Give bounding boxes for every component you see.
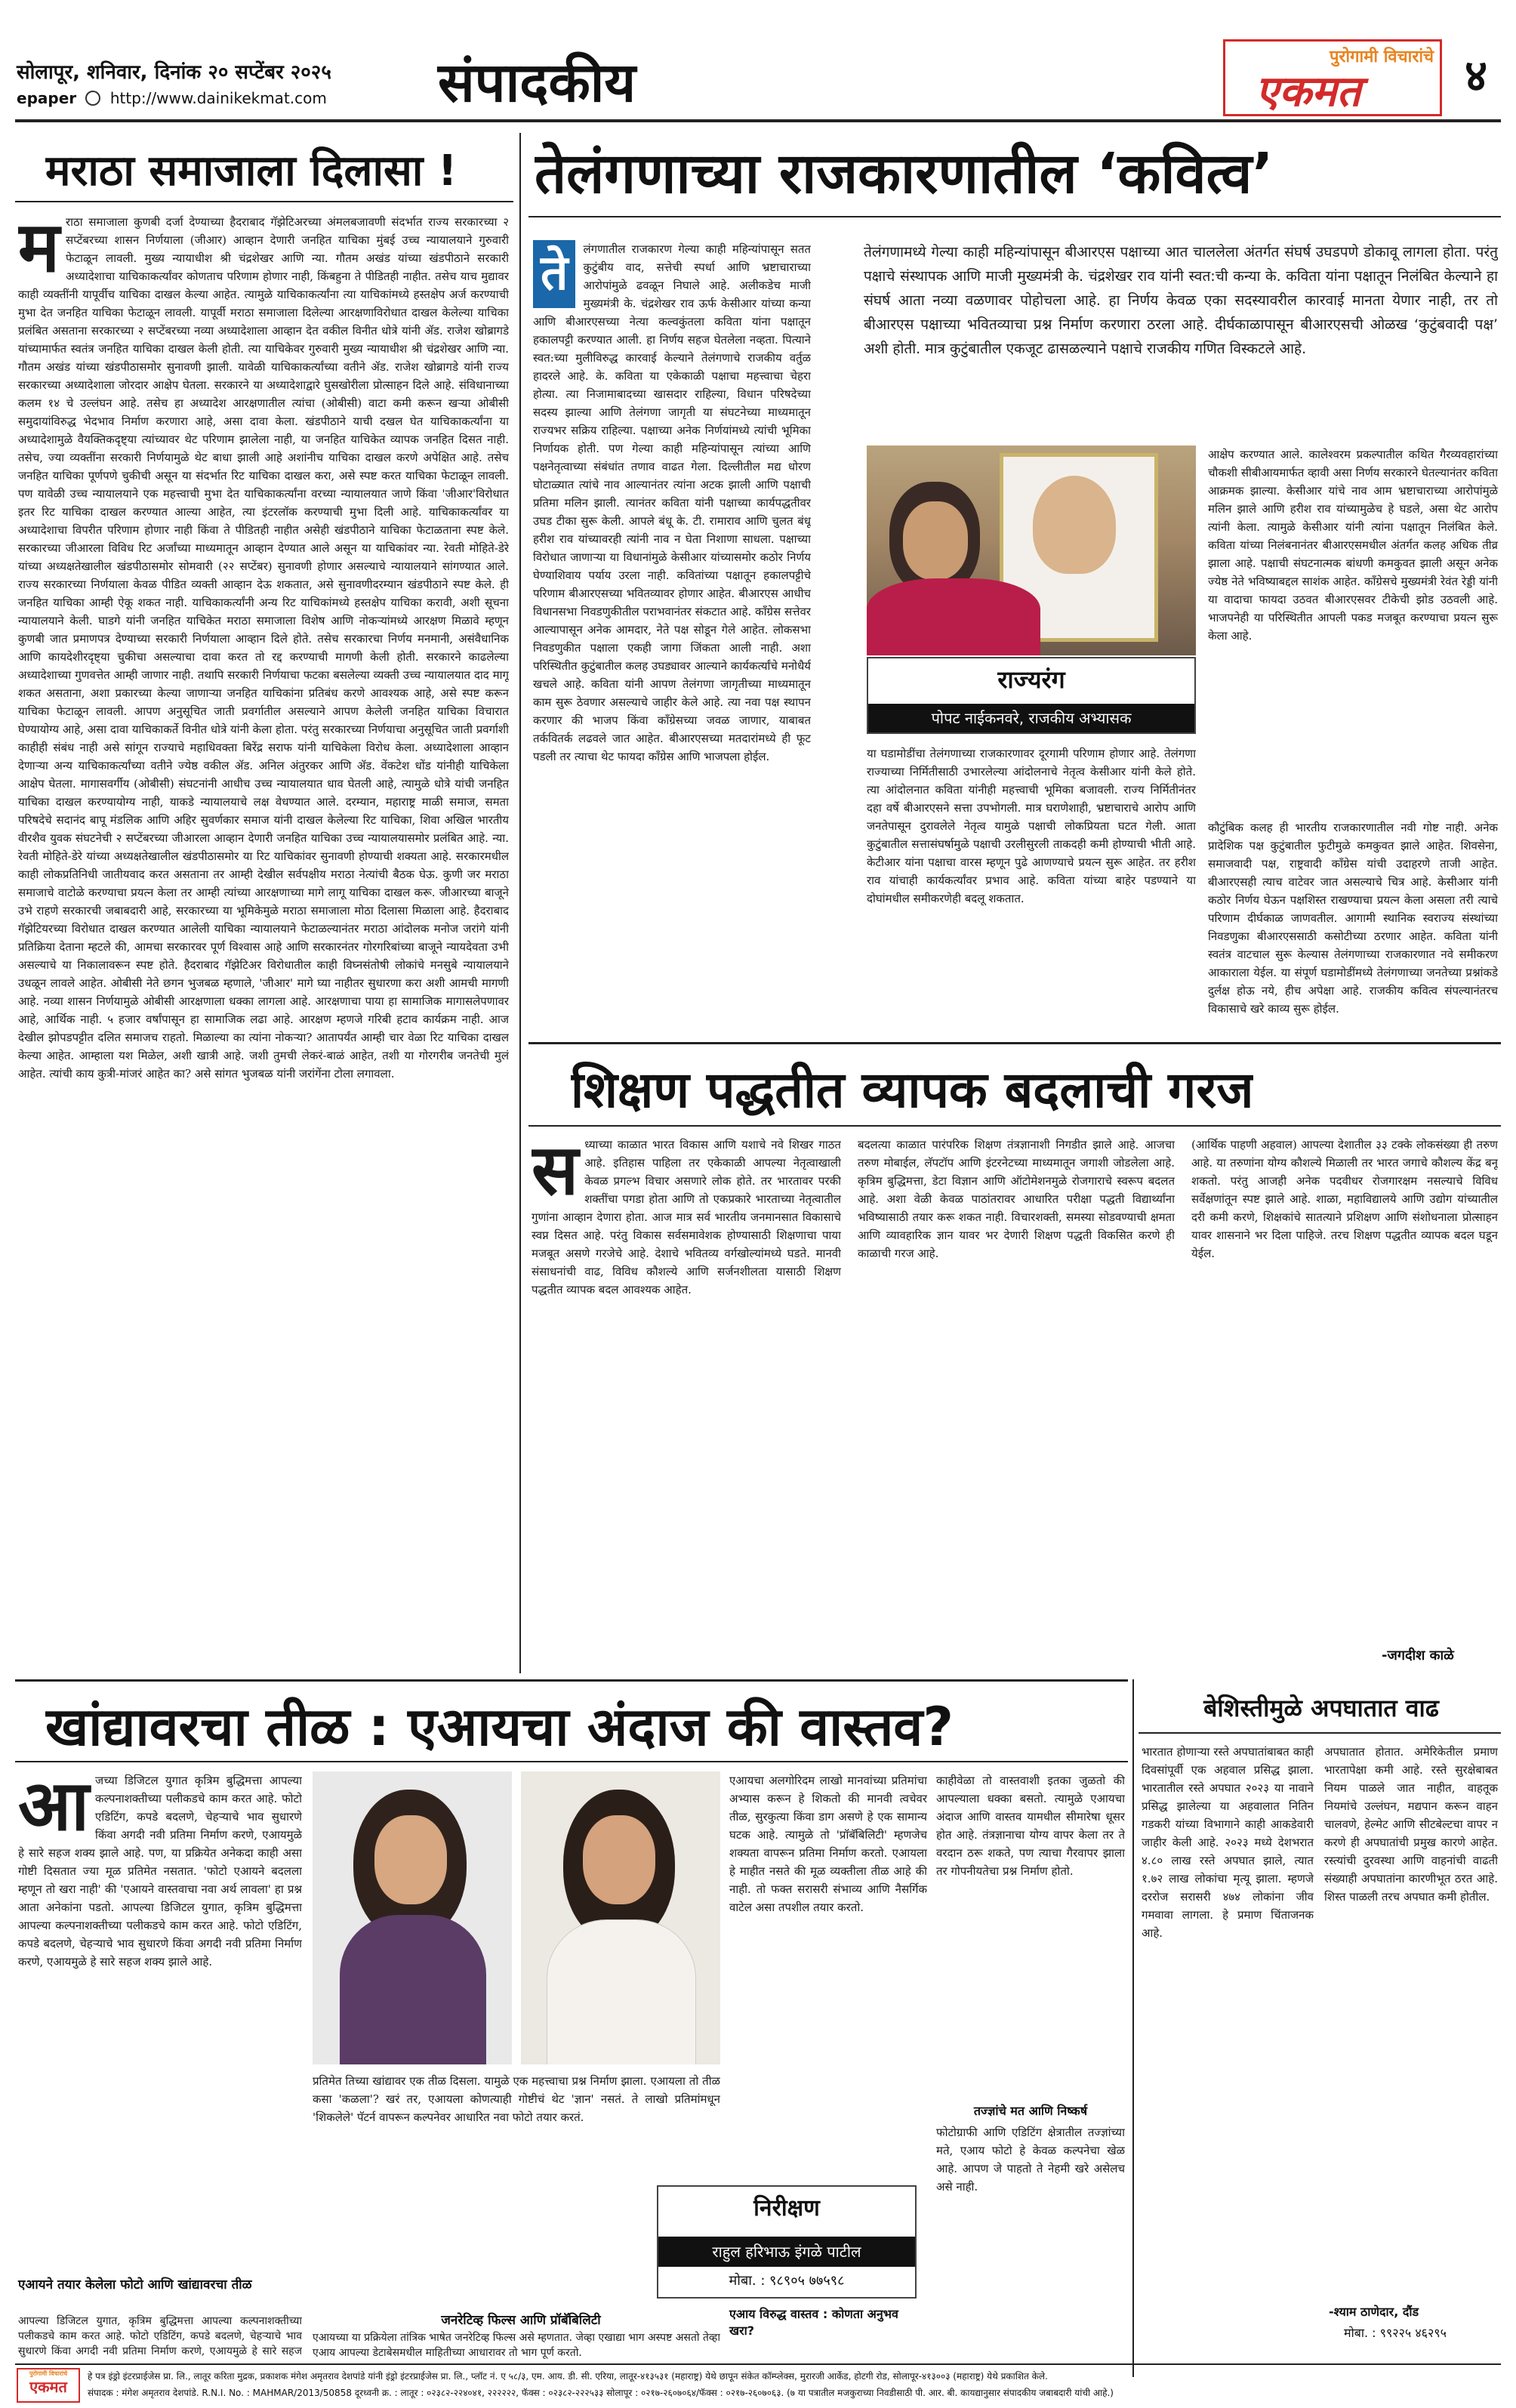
column-divider-bottom [1132, 1679, 1134, 2377]
section-title: संपादकीय [438, 51, 636, 114]
page-number: ४ [1465, 50, 1488, 101]
telangana-col3: या घडामोडींचा तेलंगणाच्या राजकारणावर दूरगामी परिणाम होणार आहे. तेलंगणा राज्याच्या निर्मितीसाठी उभारलेल्या आंदोलनाचे नेतृत्व केसीआर यांनी केले होते. त्या आंदोलनात कविता यांनीही महत्त्वाची भूमिका बजावली. राज्य निर्मितीनंतर दहा वर्षे बीआरएसने सत्ता उपभोगली. मात्र घराणेशाही, भ्रष्टाचाराचे आरोप आणि जनतेपासून दुरावलेले नेतृत्व यामुळे पक्षाची लोकप्रियता घटत गेली. आता कुटुंबातील सत्तासंघर्षामुळे पक्षाची उरलीसुरली ताकदही कमी होण्याची भीती आहे. केटीआर यांना पक्षाचा वारस म्हणून पुढे आणण्याचे प्रयत्न सुरू आहेत. तर हरीश राव यांचाही कार्यकर्त्यांवर प्रभाव आहे. कविता यांच्या बाहेर पडण्याने या दोघांमधील समीकरणेही बदलू शकतात. [867, 747, 1196, 905]
masthead-name: एकमत [1256, 67, 1361, 116]
maratha-headline-rule [15, 201, 513, 202]
telangana-col5: कौटुंबिक कलह ही भारतीय राजकारणातील नवी गोष्ट नाही. अनेक प्रादेशिक पक्ष कुटुंबातील फुटीमुळे कमकुवत झाले आहेत. शिवसेना, समाजवादी पक्ष, राष्ट्रवादी काँग्रेस यांची उदाहरणे ताजी आहेत. बीआरएसही त्याच वाटेवर जात असल्याचे चित्र आहे. केसीआर यांनी कठोर निर्णय घेऊन पक्षशिस्त राखण्याचा प्रयत्न केला असला तरी त्याचे परिणाम दीर्घकाळ जाणवतील. आगामी स्थानिक स्वराज्य संस्थांच्या निवडणुका बीआरएससाठी कसोटीच्या ठरणार आहेत. कविता यांनी स्वतंत्र वाटचाल सुरू केल्यास तेलंगणाच्या राजकारणात नवे समीकरण आकाराला येईल. या संपूर्ण घडामोडींमध्ये तेलंगणाच्या जनतेच्या प्रश्नांकडे दुर्लक्ष होऊ नये, हीच अपेक्षा आहे. राजकीय कवित्व संपल्यानंतरच विकासाचे खरे काव्य सुरू होईल. [1208, 821, 1498, 1016]
maratha-headline: मराठा समाजाला दिलासा ! [45, 146, 458, 196]
ai-col1b-text: आपल्या डिजिटल युगात, कृत्रिम बुद्धिमत्ता आपल्या कल्पनाशक्तीच्या पलीकडचे काम करत आहे. फोटो एडिटिंग, कपडे बदलणे, चेहऱ्याचे भाव सुधारणे किंवा अगदी नवी प्रतिमा निर्माण करणे, एआयमुळे हे सारे सहज शक्य झाले आहे. [18, 1901, 302, 1969]
nirikshan-author: राहुल हरिभाऊ इंगळे पाटील [658, 2237, 915, 2267]
footer-imprint-line1: हे पत्र इंड्रो इंटरप्राईजेस प्रा. लि., लातूर करिता मुद्रक, प्रकाशक मंगेश अमृतराव देशपांडे यांनी इंड्रो इंटरप्राईजेस प्रा. लि., प्लॉट नं. ए ५८/३, एम. आय. डी. सी. एरिया, लातूर-४१३५३१ (महाराष्ट्र) येथे छापून संकेत कॉम्प्लेक्स, मुरारजी आर्केड, होटगी रोड, सोलापूर-४१३००३ (महाराष्ट्र) येथे प्रकाशित केले. [88, 2371, 1048, 2382]
telangana-col2-text: कवितांच्या पक्षातून हकालपट्टीचे परिणाम बीआरएसच्या भवितव्यावर होणार आहेत. बीआरएस आधीच विधानसभा निवडणुकीतील पराभवानंतर संकटात आहे. काँग्रेस सत्तेवर आल्यापासून अनेक आमदार, नेते पक्ष सोडून गेले आहेत. लोकसभा निवडणुकीत पक्षाला एकही जागा जिंकता आली नाही. अशा परिस्थितीत कुटुंबातील कलह उघड्यावर आल्याने कार्यकर्त्यांचे मनोधैर्य खचले आहे. कविता यांनी आपण तेलंगणा जागृतीच्या माध्यमातून काम सुरू ठेवणार असल्याचे जाहीर केले आहे. त्या नवा पक्ष स्थापन करणार की भाजप किंवा काँग्रेसच्या जवळ जाणार, याबाबत तर्कवितर्क लढवले जात आहेत. बीआरएसच्या मतदारांमध्ये ही फूट पडली तर त्याचा थेट फायदा काँग्रेस आणि भाजपला होईल. [533, 569, 811, 763]
shikshan-headline-rule [528, 1125, 1501, 1127]
shikshan-byline: -जगदीश काळे [1382, 1648, 1454, 1663]
ai-top-rule [15, 1679, 1128, 1682]
shikshan-col2: बदलत्या काळात पारंपरिक शिक्षण तंत्रज्ञानाशी निगडीत झाले आहे. आजचा तरुण मोबाईल, लॅपटॉप आणि इंटरनेटच्या माध्यमातून जगाशी जोडलेला आहे. कृत्रिम बुद्धिमत्ता, डेटा विज्ञान आणि ऑटोमेशनमुळे रोजगाराचे स्वरूप बदलत आहे. अशा वेळी केवळ पाठांतरावर आधारित परीक्षा पद्धती विद्यार्थ्यांना भविष्यासाठी तयार करू शकत नाही. विचारशक्ती, समस्या सोडवण्याची क्षमता आणि व्यावहारिक ज्ञान यावर भर देणारी शिक्षण पद्धती विकसित करणे ही काळाची गरज आहे. [858, 1138, 1175, 1260]
column-divider-left [519, 133, 521, 1673]
footer-logo [17, 2368, 80, 2403]
epaper-url-link[interactable]: http://www.dainikekmat.com [109, 89, 327, 107]
ai-col1c: आपल्या डिजिटल युगात, कृत्रिम बुद्धिमत्ता आपल्या कल्पनाशक्तीच्या पलीकडचे काम करत आहे. फोटो एडिटिंग, कपडे बदलणे, चेहऱ्याचे भाव सुधारणे किंवा अगदी नवी प्रतिमा निर्माण करणे, एआयमुळे हे सारे सहज [18, 2315, 302, 2357]
ai-photo-generated [521, 1771, 720, 2064]
shikshan-col1 [532, 1136, 841, 1664]
telangana-col1-text: लंगणातील राजकारण गेल्या काही महिन्यांपासून सतत कुटुंबीय वाद, सत्तेची स्पर्धा आणि भ्रष्टाचाराच्या आरोपांमुळे ढवळून निघाले आहे. अलीकडेच माजी मुख्यमंत्री के. चंद्रशेखर राव ऊर्फ केसीआर यांच्या कन्या आणि बीआरएसच्या नेत्या कल्वकुंतला कविता यांना पक्षातून हकालपट्टी करण्यात आली. हा निर्णय सहज घेतलेला नव्हता. पित्याने स्वत:च्या मुलीविरुद्ध कारवाई केल्याने तेलंगणाचे राजकीय वर्तुळ हादरले आहे. के. कविता या एकेकाळी पक्षाचा महत्त्वाचा चेहरा होत्या. त्या निजामाबादच्या खासदार राहिल्या, विधान परिषदेच्या सदस्य झाल्या आणि तेलंगणा जागृती या संघटनेच्या माध्यमातून राज्यभर सक्रिय राहिल्या. पक्षाच्या अनेक निर्णयांमध्ये त्यांची भूमिका निर्णायक होती. पण गेल्या काही महिन्यांपासून त्यांच्या आणि पक्षनेतृत्वाच्या संबंधांत तणाव वाढत गेला. दिल्लीतील मद्य धोरण घोटाळ्यात त्यांचे नाव आल्यानंतर त्यांना अटक झाली आणि पक्षाची प्रतिमा मलिन झाली. त्यानंतर कविता यांनी पक्षाच्या कार्यपद्धतीवर उघड टीका सुरू केली. आपले बंधू के. टी. रामाराव आणि चुलत बंधू हरीश राव यांच्यावरही त्यांनी नाव न घेता निशाणा साधला. पक्षाच्या विरोधात जाणाऱ्या या विधानांमुळे केसीआर यांच्यासमोर कठोर निर्णय घेण्याशिवाय पर्याय उरला नाही. [533, 242, 811, 582]
accident-phone: मोबा. : ९९२२५ ४६२९५ [1344, 2326, 1447, 2340]
header-rule [15, 119, 1501, 122]
telangana-intro: तेलंगणामध्ये गेल्या काही महिन्यांपासून बीआरएस पक्षाच्या आत चाललेला अंतर्गत संघर्ष उघडपणे डोकावू लागला होता. परंतु पक्षाचे संस्थापक आणि माजी मुख्यमंत्री के. चंद्रशेखर राव यांनी स्वत:ची कन्या के. कविता यांना पक्षातून निलंबित केल्याने हा संघर्ष आता नव्या वळणावर पोहोचला आहे. हा निर्णय केवळ एका सदस्यावरील कारवाई मानता येणार नाही, तर तो बीआरएस पक्षाच्या भवितव्याचा प्रश्न निर्माण करणारा ठरला आहे. दीर्घकाळापासून बीआरएसची ओळख ‘कुटुंबवादी पक्ष’ अशी होती. मात्र कुटुंबातील एकजूट ढासळल्याने पक्षाचे राजकीय गणित विस्कटले आहे. [864, 244, 1498, 357]
telangana-headline-rule [528, 216, 1501, 217]
accident-headline-rule [1139, 1732, 1501, 1734]
maratha-text: यापूर्वी मराठा समाजाला दिलेल्या आरक्षणाविरोधात दाखल केलेल्या याचिका प्रलंबित असताना सरकारच्या २ सप्टेंबरच्या नव्या अध्यादेशाला आव्हान देत वकील विनीत धोत्रे यांनी ॲड. राजेश खोब्रागडे यांच्यामार्फत स्वतंत्र जनहित याचिका दाखल केली होती. त्या याचिकेवर गुरुवारी मुख्य न्यायाधीश श्री चंद्रशेखर आणि न्या. गौतम अखंड यांच्या खंडपीठासमोर सुनावणी झाली. यावेळी याचिकाकर्त्यांच्या वतीने ॲड. राजेश खोब्रागडे यांनी राज्य सरकारच्या अध्यादेशाला जोरदार आक्षेप घेतला. सरकारने या अध्यादेशाद्वारे घुसखोरीला प्रोत्साहन दिले आहे. संविधानाच्या कलम १४ चे उल्लंघन आहे. तसेच हा अध्यादेश आरक्षणातील त्यांचा (ओबीसी) वाटा कमी करून खऱ्या ओबीसी समुदायांविरुद्ध भेदभाव निर्माण करणारा आहे, असा दावा केला. खंडपीठाने याची दखल घेत याचिकाकर्त्यांना या अध्यादेशामुळे वैयक्तिकदृष्ट्या त्यांच्यावर थेट परिणाम झालेला नाही, या जनहित याचिकेत व्यापक जनहित दिसत नाही. तसेच, ज्या व्यक्तींना सरकारी निर्णयामुळे थेट बाधा झाली आहे अशांनीच याचिका दाखल करणे अपेक्षित आहे. तसेच जनहित याचिका पूर्णपणे चुकीची असून या संदर्भात रिट याचिका दाखल करा, असे स्पष्ट करत याचिका फेटाळून लावली. पण यावेळी उच्च न्यायालयाने एक महत्त्वाची मुभा देत याचिकाकर्त्यांना वरच्या न्यायालयात जाणे किंवा 'जीआर'विरोधात इतर रिट याचिका दाखल करण्यात आल्या आहेत, त्या इंटरलॉक करण्याची मुभा दिली आहे. याचिकाकर्त्यांवर या अध्यादेशाचा विपरीत परिणाम होणार नाही किंवा ते पीडितही नाहीत असेही खंडपीठाने याचिका फेटाळताना स्पष्ट केले. सरकारच्या जीआरला विविध रिट अर्जांच्या माध्यमातून आव्हान देण्यात आले असून या याचिकांवर न्या. रेवती मोहिते-डेरे यांच्या अध्यक्षतेखालील खंडपीठासमोर सोमवारी (२२ सप्टेंबर) सुनावणी होणार असल्याचे न्यायालयाने सांगण्यात आले. राज्य सरकारच्या निर्णयाला केवळ पीडित व्यक्ती आव्हान देऊ शकतात, असे सुनावणीदरम्यान खंडपीठाने स्पष्ट केले. ही जनहित याचिका आम्ही ऐकू शकत नाही. याचिकाकर्त्यांनी अन्य रिट याचिकांमध्ये हस्तक्षेप याचिका करावी, अशी सूचना न्यायालयाने केली. घाडगे यांनी जनहित याचिकेत मराठा समाजाला विशेष आणि नोकऱ्यांमध्ये आरक्षण मिळावे म्हणून कुणबी जात प्रमाणपत्र देण्याच्या सरकारी निर्णयाला आव्हान दिले होते. तसेच सरकारचा निर्णय मनमानी, असंवैधानिक आणि कायदेशीरदृष्ट्या चुकीचा असल्याचा दावा करत तो रद्द करण्याची मागणी केली होती. सरकारने काढलेल्या अध्यादेशाच्या गुणवत्तेत आम्ही जाणार नाही. तथापि सरकारी निर्णयाचा फटका बसलेल्या व्यक्ती उच्च न्यायालयात दाद मागू शकत असताना, अशा प्रकारच्या केल्या जाणाऱ्या जनहित याचिकांना प्रतिबंध करणे आवश्यक आहे, असे स्पष्ट करून याचिका फेटाळून लावली. आपण अनुसूचित जाती प्रवर्गातील असल्याने आपण केलेली जनहित याचिका विचारात घेण्यायोग्य आहे, असा दावा याचिकाकर्ते विनीत धोत्रे यांनी केला होता. परंतु सरकारच्या निर्णयाचा अनुसूचित जाती प्रवर्गाशी काहीही संबंध नाही असे सांगून राज्याचे महाधिवक्ता बिरेंद्र सराफ यांनी याचिकेला विरोध केला. अध्यादेशाला आव्हान देणाऱ्या अन्य याचिकाकर्त्यांच्या वतीने ज्येष्ठ वकील ॲड. अनिल अंतुरकर आणि ॲड. वेंकटेश धोंड यांनीही याचिकेला आक्षेप घेतला. मागासवर्गीय (ओबीसी) संघटनांनी आधीच उच्च न्यायालयात धाव घेतली आहे, त्यामुळे धोत्रे यांची जनहित याचिका दाखल करण्यायोग्य नाही, याकडे न्यायालयाचे लक्ष वेधण्यात आले. दरम्यान, महाराष्ट्र माळी समाज, समता परिषदेचे सदानंद बापू मंडलिक आणि अहिर सुवर्णकार समाज यांनी दाखल केलेल्या रिट याचिका, शिवा अखिल भारतीय वीरशैव युवक संघटनेची २ सप्टेंबरच्या जीआरला आव्हान देणारी जनहित याचिका उच्च न्यायालयासमोर प्रलंबित आहे. न्या. रेवती मोहिते-डेरे यांच्या अध्यक्षतेखालील खंडपीठासमोर या रिट याचिकांवर सुनावणी होण्याची शक्यता आहे. सरकारमधील काही लोकप्रतिनिधी जातीयवाद करत असताना तर आम्ही देखील सर्वपक्षीय मराठा नेत्यांची बैठक घेऊ. कुणी जर मराठा समाजाचे वाटोळे करण्याचा प्रयत्न केला तर आम्ही त्यांच्या आरक्षणाच्या मागे लागू याचिका दाखल करू. जीआरच्या बाजूने उभे राहणे सरकारची जबाबदारी आहे, सरकारच्या या भूमिकेमुळे मराठा समाजाला मोठा दिलासा मिळाला आहे. हैदराबाद गॅझेटियरच्या विरोधात दाखल करण्यात आलेली याचिका न्यायालयाने फेटाळल्यानंतर मराठा आंदोलक मनोज जरांगे यांनी प्रतिक्रिया देताना म्हटले की, आमचा सरकारवर पूर्ण विश्वास आहे आणि सरकारनंतर गोरगरिबांच्या बाजूने न्यायदेवता उभी असल्याचे या निकालावरून स्पष्ट होते. हैदराबाद गॅझेटिअर विरोधातील काही विघ्नसंतोषी लोकांचे मनसुबे न्यायालयाने उधळून लावले आहेत. ओबीसी नेते छगन भुजबळ म्हणाले, 'जीआर' मागे घ्या नाहीतर सुधारणा करा अशी आमची मागणी आहे. नव्या शासन निर्णयामुळे ओबीसी आरक्षणाला धक्का लागला आहे. आरक्षणाचा पाया हा सामाजिक मागासलेपणावर आहे, आर्थिक नाही. ५ हजार वर्षांपासून हा सामाजिक लढा आहे. आरक्षण म्हणजे गरिबी हटाव कार्यक्रम नाही. आज देखील झोपडपट्टीत दलित समाजच राहतो. मिळाल्या का त्यांना नोकऱ्या? आतापर्यंत आम्ही चार वेळा रिट याचिका दाखल केल्या आहेत. आम्हाला यश मिळेल, अशी खात्री आहे. जशी तुमची लेकरं-बाळं आहेत, तशी या गोरगरीब जनतेची मुलं आहेत. त्यांची काय कुत्री-मांजरं आहेत का? असे सांगत भुजबळ यांनी जरांगेंना टोला लगावला. [18, 306, 509, 1081]
ai-headline-rule [15, 1761, 1128, 1762]
accident-byline: -श्याम ठाणेदार, दौंड [1329, 2305, 1419, 2319]
shikshan-headline: शिक्षण पद्धतीत व्यापक बदलाची गरज [571, 1061, 1254, 1119]
telangana-col1 [533, 240, 811, 1030]
globe-icon [85, 91, 100, 106]
maratha-dropcap: म [18, 213, 60, 288]
ai-subhead3: एआय विरुद्ध वास्तव : कोणता अनुभव खरा? [729, 2307, 898, 2338]
accident-headline: बेशिस्तीमुळे अपघातात वाढ [1203, 1694, 1439, 1722]
nirikshan-box [657, 2185, 917, 2299]
epaper-bar [17, 89, 327, 107]
ai-col2b: एआयच्या या प्रक्रियेला तांत्रिक भाषेत जनरेटिव्ह फिल्स असे म्हणतात. जेव्हा एखाद्या भाग अस्पष्ट असतो तेव्हा एआय आपल्या डेटाबेसमधील माहितीच्या आधारावर तो भाग पूर्ण करतो. [313, 2332, 720, 2359]
shikshan-dropcap: स [532, 1136, 579, 1210]
shikshan-col3: (आर्थिक पाहणी अहवाल) आपल्या देशातील ३३ टक्के लोकसंख्या ही तरुण आहे. या तरुणांना योग्य कौशल्ये मिळाली तर भारत जगाचे कौशल्य केंद्र बनू शकतो. परंतु आजही अनेक पदवीधर रोजगारक्षम नसल्याचे विविध सर्वेक्षणांतून स्पष्ट झाले आहे. शाळा, महाविद्यालये आणि उद्योग यांच्यातील दरी कमी करणे, शिक्षकांचे सातत्याने प्रशिक्षण आणि संशोधनाला प्रोत्साहन यावर शासनाने भर दिला पाहिजे. तरच शिक्षण पद्धतीत व्यापक बदल घडून येईल. [1191, 1138, 1498, 1260]
ai-col4: काहीवेळा तो वास्तवाशी इतका जुळतो की आपल्याला धक्का बसतो. त्यामुळे एआयचा अंदाज आणि वास्तव यामधील सीमारेषा धूसर होत आहे. तंत्रज्ञानाचा योग्य वापर केला तर ते वरदान ठरू शकते, पण त्याचा गैरवापर झाला तर गोपनीयतेचा प्रश्न निर्माण होतो. [936, 1774, 1125, 1878]
rajrang-title: राज्यरंग [997, 665, 1065, 694]
telangana-col4: आक्षेप करण्यात आले. कालेश्वरम प्रकल्पातील कथित गैरव्यवहारांच्या चौकशी सीबीआयमार्फत व्हावी असा निर्णय सरकारने घेतल्यानंतर कविता आक्रमक झाल्या. केसीआर यांचे नाव आम भ्रष्टाचाराच्या आरोपांमुळे मलिन झाले आणि हरीश राव यांच्यामुळेच हे घडले, असा थेट आरोप त्यांनी केला. त्यामुळे केसीआर यांनी त्यांना पक्षातून निलंबित केले. कविता यांच्या निलंबनानंतर बीआरएसमधील अंतर्गत कलह अधिक तीव्र झाला आहे. पक्षाची संघटनात्मक बांधणी कमकुवत झाली असून अनेक ज्येष्ठ नेते भविष्याबद्दल साशंक आहेत. काँग्रेसचे मुख्यमंत्री रेवंत रेड्डी यांनी या वादाचा फायदा उठवत बीआरएसवर टीकेची झोड उठवली आहे. भाजपनेही या परिस्थितीत आपली पकड मजबूत करण्याचा प्रयत्न सुरू केला आहे. [1208, 448, 1498, 643]
masthead-tagline: पुरोगामी विचारांचे [1329, 48, 1434, 66]
ai-col2: प्रतिमेत तिच्या खांद्यावर एक तीळ दिसला. यामुळे एक महत्त्वाचा प्रश्न निर्माण झाला. एआयला तो तीळ कसा 'कळला'? खरं तर, एआयला कोणत्याही गोष्टीचं थेट 'ज्ञान' नसतं. ते लाखो प्रतिमांमधून 'शिकलेले' पॅटर्न वापरून कल्पनेवर आधारित नवा फोटो तयार करतं. [313, 2074, 720, 2124]
maratha-intro: राठा समाजाला कुणबी दर्जा देण्याच्या हैदराबाद गॅझेटिअरच्या अंमलबजावणी संदर्भात राज्य सरकारच्या २ सप्टेंबरच्या शासन निर्णयाला (जीआर) आव्हान देणारी जनहित याचिका मुंबई उच्च न्यायालयाने गुरुवारी फेटाळून लावली. मुख्य न्यायाधीश श्री चंद्रशेखर आणि न्या. गौतम अखंड यांच्या खंडपीठाने सरकारी अध्यादेशाचा याचिकाकर्त्यांवर कोणताच परिणाम होणार नाही, किंबहुना ते पीडितही नाहीत. तसेच याच मुद्यावर काही व्यक्तींनी यापूर्वीच याचिका दाखल केल्या आहेत. त्यामुळे याचिकाकर्त्यांना त्या याचिकांमध्ये हस्तक्षेप अर्ज करण्याची मुभा देत जनहित याचिका फेटाळून लावली. [18, 215, 509, 319]
ai-col3: एआयचा अलगोरिदम लाखो मानवांच्या प्रतिमांचा अभ्यास करून हे शिकतो की मानवी त्वचेवर तीळ, सुरकुत्या किंवा डाग असणे हे एक सामान्य घटक आहे. त्यामुळे तो 'प्रॉबॅबिलिटी' म्हणजेच शक्यता वापरून प्रतिमा निर्माण करतो. एआयला हे माहीत नसते की मूळ व्यक्तीला तीळ आहे की नाही. तो फक्त सरासरी संभाव्य आणि नैसर्गिक वाटेल असा तपशील तयार करतो. [729, 1774, 927, 1914]
rajrang-box [867, 657, 1196, 734]
nirikshan-phone: मोबा. : ९८९०५ ७७५९८ [729, 2273, 845, 2289]
epaper-label: epaper [17, 89, 77, 107]
maratha-body [18, 213, 509, 1678]
shikshan-col1-text: ध्याच्या काळात भारत विकास आणि यशाचे नवे शिखर गाठत आहे. इतिहास पाहिला तर एकेकाळी आपल्या नेतृत्वाखाली केवळ प्रगल्भ विचार असणारे लोक होते. तर भारतावर परकी शक्तींचा पगडा होता आणि तो एकप्रकारे भारताच्या नेतृत्वातील गुणांना आव्हान देणारा होता. आज मात्र सर्व भारतीय जनमानसात विकासाचे स्वप्न दिसत आहे. परंतु विकास सर्वसमावेशक होण्यासाठी शिक्षणाचा पाया मजबूत असणे गरजेचे आहे. देशाचे भवितव्य वर्गखोल्यांमध्ये घडते. मानवी संसाधनांची वाढ, विविध कौशल्ये आणि सर्जनशीलता यासाठी शिक्षण पद्धतीत व्यापक बदल आवश्यक आहेत. [532, 1138, 841, 1296]
accident-col1: भारतात होणाऱ्या रस्ते अपघातांबाबत काही दिवसांपूर्वी एक अहवाल प्रसिद्ध झाला. भारतातील रस्ते अपघात २०२३ या नावाने प्रसिद्ध झालेल्या या अहवालात नितिन गडकरी यांच्या विभागाने काही आकडेवारी जाहीर केली आहे. २०२३ मध्ये देशभरात ४.८० लाख रस्ते अपघात झाले, त्यात १.७२ लाख लोकांचा मृत्यू झाला. म्हणजे दररोज सरासरी ४७४ लोकांना जीव गमवावा लागला. हे प्रमाण चिंताजनक आहे. [1142, 1745, 1314, 1940]
accident-col2: अपघातात होतात. अमेरिकेतील प्रमाण भारतापेक्षा कमी आहे. रस्ते सुरक्षेबाबत नियम पाळले जात नाहीत, वाहतूक नियमांचे उल्लंघन, मद्यपान करून वाहन चालवणे, हेल्मेट आणि सीटबेल्टचा वापर न करणे ही अपघातांची प्रमुख कारणे आहेत. रस्त्यांची दुरवस्था आणि वाहनांची वाढती संख्याही अपघातांना कारणीभूत ठरत आहे. शिस्त पाळली तरच अपघात कमी होतील. [1324, 1745, 1498, 1904]
telangana-headline: तेलंगणाच्या राजकारणातील ‘कवित्व’ [535, 141, 1274, 206]
ai-subhead4: तज्ज्ञांचे मत आणि निष्कर्ष [973, 2104, 1088, 2118]
footer-logo-name: एकमत [29, 2378, 67, 2396]
footer-rule [15, 2363, 1501, 2365]
ai-col1 [18, 1771, 302, 2270]
ai-dropcap: आ [18, 1771, 90, 1846]
dateline: सोलापूर, शनिवार, दिनांक २० सप्टेंबर २०२५ [17, 61, 331, 84]
kavitha-photo [867, 446, 1196, 655]
masthead-logo [1223, 39, 1442, 116]
ai-subhead2: जनरेटिव्ह फिल्स आणि प्रॉबॅबिलिटी [441, 2313, 601, 2328]
ai-col4b: फोटोग्राफी आणि एडिटिंग क्षेत्रातील तज्ज्ञांच्या मते, एआय फोटो हे केवळ कल्पनेचा खेळ आहे. आपण जे पाहतो ते नेहमी खरे असेलच असे नाही. [936, 2126, 1125, 2194]
nirikshan-title: निरीक्षण [753, 2195, 820, 2221]
ai-photo-original [313, 1771, 512, 2064]
footer-logo-tagline: पुरोगामी विचारांचे [29, 2370, 68, 2377]
telangana-dropcap: ते [533, 240, 575, 308]
shikshan-top-rule [528, 1042, 1501, 1044]
ai-headline: खांद्यावरचा तीळ : एआयचा अंदाज की वास्तव? [45, 1696, 954, 1758]
footer-imprint-line2: संपादक : मंगेश अमृतराव देशपांडे. R.N.I. No. : MAHMAR/2013/50858 दूरध्वनी क्र. : लातूर : ०२३८२-२२४०४१, २२२२२२, फॅक्स : ०२३८२-२२२५३३ सोलापूर : ०२१७-२६०७०६४/फॅक्स : ०२१७-२६०७०६३. (७ या पत्रातील मजकुराच्या निवडीसाठी पी. आर. बी. कायद्यानुसार संपादकीय जबाबदारी यांची आहे.) [88, 2388, 1114, 2398]
ai-col1-text: जच्या डिजिटल युगात कृत्रिम बुद्धिमत्ता आपल्या कल्पनाशक्तीच्या पलीकडचे काम करत आहे. फोटो एडिटिंग, कपडे बदलणे, चेहऱ्याचे भाव सुधारणे किंवा अगदी नवी प्रतिमा निर्माण करणे, एआयमुळे हे सारे सहज शक्य झाले आहे. पण, या प्रक्रियेत अनेकदा काही असा गोष्टी दिसतात ज्या मूळ प्रतिमेत नसतात. 'फोटो एआयने बदलला म्हणून तो खरा नाही' की 'एआयने वास्तवाचा नवा अर्थ लावला' हा प्रश्न आता अनेकांना पडतो. [18, 1774, 302, 1914]
rajrang-author: पोपट नाईकनवरे, राजकीय अभ्यासक [868, 704, 1194, 732]
ai-subhead1: एआयने तयार केलेला फोटो आणि खांद्यावरचा तीळ [18, 2277, 252, 2292]
